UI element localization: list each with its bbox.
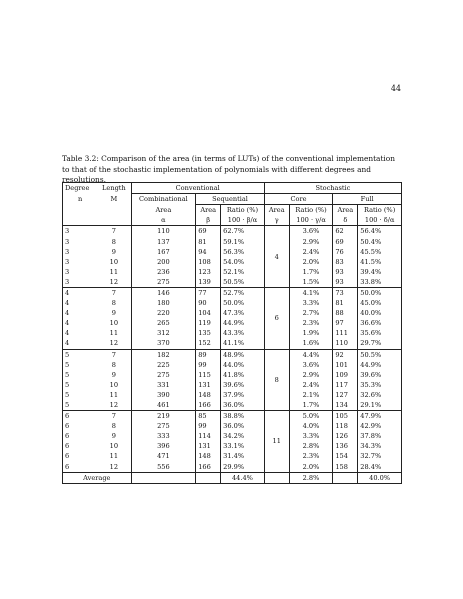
- header-core: Core: [264, 194, 333, 205]
- cell-seq-area: 99: [196, 360, 221, 370]
- cell-comb-area: 390: [131, 390, 196, 400]
- cell-comb-area: 333: [131, 431, 196, 441]
- page-number: 44: [390, 84, 401, 93]
- header-m: M: [97, 194, 131, 205]
- table-header: [63, 183, 402, 226]
- table-row: [63, 370, 402, 380]
- cell-core-ratio: 4.1%: [289, 287, 333, 298]
- cell-seq-ratio: 50.5%: [221, 277, 265, 288]
- cell-core-ratio: 2.9%: [289, 370, 333, 380]
- cell-length-m: 10: [97, 318, 131, 328]
- cell-seq-ratio: 39.6%: [221, 380, 265, 390]
- results-table: [62, 182, 402, 484]
- cell-full-ratio: 33.8%: [360, 277, 382, 286]
- cell-degree-n: 4: [65, 309, 70, 318]
- header-alpha: α: [131, 215, 196, 226]
- cell-degree-n: 6: [65, 442, 70, 451]
- cell-full-area: 126: [333, 431, 358, 441]
- cell-full-ratio: 29.7%: [360, 339, 382, 348]
- cell-seq-area: 104: [196, 308, 221, 318]
- cell-comb-area: 180: [131, 298, 196, 308]
- cell-length-m: 9: [97, 308, 131, 318]
- cell-core-ratio: 2.8%: [289, 441, 333, 451]
- cell-core-ratio: 1.5%: [289, 277, 333, 288]
- header-conventional: Conventional: [131, 183, 264, 194]
- cell-comb-area: 182: [131, 349, 196, 360]
- average-label: Average: [63, 472, 132, 483]
- cell-seq-ratio: 36.0%: [221, 421, 265, 431]
- cell-degree-n: 5: [65, 360, 70, 369]
- cell-core-ratio: 3.6%: [289, 226, 333, 237]
- cell-length-m: 9: [97, 370, 131, 380]
- cell-degree-n: 4: [65, 288, 70, 297]
- cell-core-ratio: 1.6%: [289, 338, 333, 349]
- cell-full-area: 76: [333, 247, 358, 257]
- cell-core-ratio: 3.3%: [289, 298, 333, 308]
- cell-comb-area: 225: [131, 360, 196, 370]
- average-core-ratio: 2.8%: [289, 472, 333, 483]
- cell-full-ratio: 56.4%: [360, 227, 382, 236]
- cell-full-ratio: 39.4%: [360, 267, 382, 276]
- header-combinational: Combinational: [131, 194, 196, 205]
- cell-comb-area: 167: [131, 247, 196, 257]
- cell-full-ratio: 35.6%: [360, 329, 382, 338]
- cell-core-ratio: 3.6%: [289, 360, 333, 370]
- cell-core-ratio: 2.0%: [289, 257, 333, 267]
- header-full: Full: [333, 194, 402, 205]
- cell-seq-area: 123: [196, 267, 221, 277]
- cell-comb-area: 219: [131, 411, 196, 422]
- header-seq-area: Area: [196, 205, 221, 216]
- cell-seq-ratio: 56.3%: [221, 247, 265, 257]
- cell-full-area: 109: [333, 370, 358, 380]
- cell-comb-area: 396: [131, 441, 196, 451]
- cell-degree-n: 4: [65, 319, 70, 328]
- cell-comb-area: 146: [131, 287, 196, 298]
- cell-full-area: 110: [333, 338, 358, 349]
- header-length: Length: [97, 183, 131, 194]
- cell-seq-ratio: 41.1%: [221, 338, 265, 349]
- header-row-3: [63, 205, 402, 216]
- header-row-2: [63, 194, 402, 205]
- header-full-ratio: Ratio (%): [358, 205, 402, 216]
- cell-seq-area: 135: [196, 328, 221, 338]
- cell-seq-ratio: 50.0%: [221, 298, 265, 308]
- cell-length-m: 10: [97, 380, 131, 390]
- cell-seq-area: 114: [196, 431, 221, 441]
- cell-length-m: 7: [97, 226, 131, 237]
- cell-seq-ratio: 52.7%: [221, 287, 265, 298]
- cell-core-ratio: 1.7%: [289, 267, 333, 277]
- table-footer: [63, 472, 402, 483]
- table-row: [63, 441, 402, 451]
- table-row: [63, 462, 402, 473]
- table-row: [63, 400, 402, 411]
- table-row: [63, 380, 402, 390]
- cell-comb-area: 110: [131, 226, 196, 237]
- cell-seq-ratio: 41.8%: [221, 370, 265, 380]
- cell-comb-area: 137: [131, 236, 196, 246]
- table-row: [63, 277, 402, 288]
- cell-degree-n: 4: [65, 299, 70, 308]
- cell-comb-area: 471: [131, 451, 196, 461]
- cell-full-area: 158: [333, 462, 358, 473]
- cell-core-ratio: 2.0%: [289, 462, 333, 473]
- header-stochastic: Stochastic: [315, 184, 351, 193]
- cell-seq-ratio: 31.4%: [221, 451, 265, 461]
- cell-core-ratio: 2.4%: [289, 247, 333, 257]
- cell-seq-ratio: 47.3%: [221, 308, 265, 318]
- cell-full-ratio: 34.3%: [360, 442, 382, 451]
- cell-seq-ratio: 48.9%: [221, 349, 265, 360]
- header-core-area: Area: [264, 205, 289, 216]
- header-blank: [63, 215, 98, 226]
- cell-seq-ratio: 43.3%: [221, 328, 265, 338]
- table-row: [63, 328, 402, 338]
- results-table-container: [62, 182, 402, 484]
- cell-full-ratio: 39.6%: [360, 370, 382, 379]
- cell-core-ratio: 4.0%: [289, 421, 333, 431]
- cell-seq-ratio: 29.9%: [221, 462, 265, 473]
- cell-core-ratio: 1.7%: [289, 400, 333, 411]
- cell-core-ratio: 2.3%: [289, 451, 333, 461]
- average-row: [63, 472, 402, 483]
- cell-seq-ratio: 59.1%: [221, 236, 265, 246]
- cell-length-m: 12: [97, 400, 131, 411]
- header-n: n: [77, 195, 83, 204]
- cell-seq-ratio: 38.8%: [221, 411, 265, 422]
- cell-length-m: 8: [97, 236, 131, 246]
- cell-comb-area: 370: [131, 338, 196, 349]
- cell-length-m: 8: [97, 360, 131, 370]
- cell-full-ratio: 37.8%: [360, 432, 382, 441]
- cell-full-area: 83: [333, 257, 358, 267]
- table-row: [63, 451, 402, 461]
- cell-length-m: 7: [97, 411, 131, 422]
- cell-full-ratio: 36.6%: [360, 319, 382, 328]
- cell-comb-area: 275: [131, 370, 196, 380]
- table-row: [63, 318, 402, 328]
- cell-comb-area: 461: [131, 400, 196, 411]
- cell-full-area: 62: [333, 226, 358, 237]
- cell-length-m: 7: [97, 349, 131, 360]
- table-row: [63, 298, 402, 308]
- cell-full-area: 134: [333, 400, 358, 411]
- header-beta: β: [196, 215, 221, 226]
- cell-length-m: 8: [97, 421, 131, 431]
- cell-degree-n: 6: [65, 412, 70, 421]
- cell-full-area: 97: [333, 318, 358, 328]
- header-comb-area: Area: [131, 205, 196, 216]
- cell-full-area: 154: [333, 451, 358, 461]
- cell-full-area: 101: [333, 360, 358, 370]
- cell-degree-n: 6: [65, 462, 70, 471]
- cell-seq-area: 77: [196, 287, 221, 298]
- cell-full-area: 118: [333, 421, 358, 431]
- cell-seq-ratio: 62.7%: [221, 226, 265, 237]
- cell-full-ratio: 32.6%: [360, 390, 382, 399]
- cell-degree-n: 3: [65, 267, 70, 276]
- cell-seq-area: 99: [196, 421, 221, 431]
- average-blank: [131, 472, 196, 483]
- cell-core-area: 11: [264, 411, 289, 473]
- cell-full-area: 111: [333, 328, 358, 338]
- header-degree: Degree: [65, 184, 90, 193]
- table-caption: Table 3.2: Comparison of the area (in terms of LUTs) of the conventional implementation to that of the stochastic implementation of polynomials with different degrees and resolutions.: [62, 154, 395, 185]
- cell-degree-n: 5: [65, 390, 70, 399]
- cell-degree-n: 5: [65, 370, 70, 379]
- cell-comb-area: 220: [131, 308, 196, 318]
- cell-full-ratio: 28.4%: [360, 462, 382, 471]
- average-blank: [333, 472, 358, 483]
- cell-full-ratio: 42.9%: [360, 422, 382, 431]
- cell-full-area: 136: [333, 441, 358, 451]
- cell-length-m: 11: [97, 451, 131, 461]
- cell-degree-n: 5: [65, 401, 70, 410]
- header-full-area: Area: [333, 205, 358, 216]
- table-row: [63, 411, 402, 422]
- table-row: [63, 236, 402, 246]
- cell-core-ratio: 2.1%: [289, 390, 333, 400]
- cell-seq-area: 131: [196, 441, 221, 451]
- table-body: [63, 226, 402, 472]
- cell-core-area: 6: [264, 287, 289, 349]
- cell-full-ratio: 50.0%: [360, 288, 382, 297]
- cell-length-m: 11: [97, 267, 131, 277]
- table-row: [63, 421, 402, 431]
- header-blank: [97, 215, 131, 226]
- table-row: [63, 390, 402, 400]
- cell-core-ratio: 4.4%: [289, 349, 333, 360]
- cell-seq-area: 81: [196, 236, 221, 246]
- cell-full-area: 92: [333, 349, 358, 360]
- cell-seq-ratio: 52.1%: [221, 267, 265, 277]
- cell-length-m: 8: [97, 298, 131, 308]
- cell-full-ratio: 44.9%: [360, 360, 382, 369]
- cell-length-m: 10: [97, 441, 131, 451]
- cell-comb-area: 200: [131, 257, 196, 267]
- cell-full-area: 127: [333, 390, 358, 400]
- table-row: [63, 226, 402, 237]
- cell-length-m: 12: [97, 462, 131, 473]
- cell-length-m: 7: [97, 287, 131, 298]
- cell-core-area: 8: [264, 349, 289, 411]
- cell-seq-area: 131: [196, 380, 221, 390]
- cell-core-ratio: 3.3%: [289, 431, 333, 441]
- cell-core-ratio: 1.9%: [289, 328, 333, 338]
- cell-full-area: 93: [333, 277, 358, 288]
- cell-full-area: 93: [333, 267, 358, 277]
- header-core-ratio: Ratio (%): [289, 205, 333, 216]
- cell-core-ratio: 2.4%: [289, 380, 333, 390]
- table-row: [63, 338, 402, 349]
- cell-seq-ratio: 44.0%: [221, 360, 265, 370]
- cell-comb-area: 236: [131, 267, 196, 277]
- cell-length-m: 11: [97, 390, 131, 400]
- average-blank: [264, 472, 289, 483]
- header-beta-ratio: 100 · β/α: [221, 215, 265, 226]
- cell-full-ratio: 29.1%: [360, 401, 382, 410]
- cell-comb-area: 556: [131, 462, 196, 473]
- cell-degree-n: 5: [65, 350, 70, 359]
- table-row: [63, 287, 402, 298]
- cell-degree-n: 4: [65, 329, 70, 338]
- cell-full-ratio: 40.0%: [360, 309, 382, 318]
- cell-seq-ratio: 36.0%: [221, 400, 265, 411]
- cell-comb-area: 275: [131, 277, 196, 288]
- cell-degree-n: 5: [65, 380, 70, 389]
- cell-comb-area: 312: [131, 328, 196, 338]
- cell-full-ratio: 45.5%: [360, 247, 382, 256]
- header-gamma-ratio: 100 · γ/α: [289, 215, 333, 226]
- cell-seq-ratio: 44.9%: [221, 318, 265, 328]
- cell-core-ratio: 2.9%: [289, 236, 333, 246]
- cell-seq-ratio: 54.0%: [221, 257, 265, 267]
- cell-seq-ratio: 33.1%: [221, 441, 265, 451]
- cell-seq-area: 139: [196, 277, 221, 288]
- average-full-ratio: 40.0%: [369, 473, 391, 482]
- table-row: [63, 247, 402, 257]
- cell-full-area: 69: [333, 236, 358, 246]
- table-row: [63, 349, 402, 360]
- cell-comb-area: 331: [131, 380, 196, 390]
- cell-full-ratio: 45.0%: [360, 299, 382, 308]
- cell-seq-area: 90: [196, 298, 221, 308]
- cell-length-m: 11: [97, 328, 131, 338]
- cell-seq-area: 152: [196, 338, 221, 349]
- cell-comb-area: 275: [131, 421, 196, 431]
- cell-full-ratio: 47.9%: [360, 412, 382, 421]
- cell-seq-area: 108: [196, 257, 221, 267]
- cell-full-ratio: 50.4%: [360, 237, 382, 246]
- cell-seq-ratio: 34.2%: [221, 431, 265, 441]
- cell-degree-n: 6: [65, 422, 70, 431]
- cell-degree-n: 3: [65, 237, 70, 246]
- cell-full-ratio: 32.7%: [360, 452, 382, 461]
- average-seq-ratio: 44.4%: [221, 472, 265, 483]
- average-blank: [196, 472, 221, 483]
- cell-full-area: 73: [333, 287, 358, 298]
- cell-full-ratio: 35.3%: [360, 380, 382, 389]
- cell-seq-area: 69: [196, 226, 221, 237]
- header-row-4: [63, 215, 402, 226]
- cell-seq-ratio: 37.9%: [221, 390, 265, 400]
- cell-seq-area: 148: [196, 451, 221, 461]
- cell-full-area: 81: [333, 298, 358, 308]
- cell-seq-area: 166: [196, 400, 221, 411]
- table-row: [63, 257, 402, 267]
- table-row: [63, 267, 402, 277]
- cell-full-ratio: 50.5%: [360, 350, 382, 359]
- cell-seq-area: 148: [196, 390, 221, 400]
- cell-degree-n: 4: [65, 339, 70, 348]
- cell-full-area: 88: [333, 308, 358, 318]
- cell-seq-area: 166: [196, 462, 221, 473]
- header-blank: [97, 205, 131, 216]
- cell-seq-area: 85: [196, 411, 221, 422]
- header-row-1: [63, 183, 402, 194]
- cell-core-ratio: 5.0%: [289, 411, 333, 422]
- header-delta: δ: [333, 215, 358, 226]
- cell-seq-area: 89: [196, 349, 221, 360]
- cell-length-m: 9: [97, 431, 131, 441]
- cell-length-m: 9: [97, 247, 131, 257]
- cell-full-ratio: 41.5%: [360, 257, 382, 266]
- cell-core-ratio: 2.3%: [289, 318, 333, 328]
- cell-seq-area: 119: [196, 318, 221, 328]
- table-row: [63, 431, 402, 441]
- cell-full-area: 117: [333, 380, 358, 390]
- header-gamma: γ: [264, 215, 289, 226]
- cell-degree-n: 6: [65, 452, 70, 461]
- header-sequential: Sequential: [196, 194, 265, 205]
- cell-core-area: 4: [264, 226, 289, 288]
- cell-degree-n: 3: [65, 227, 70, 236]
- cell-length-m: 12: [97, 277, 131, 288]
- header-blank: [63, 205, 98, 216]
- cell-degree-n: 6: [65, 432, 70, 441]
- cell-seq-area: 115: [196, 370, 221, 380]
- cell-length-m: 12: [97, 338, 131, 349]
- header-seq-ratio: Ratio (%): [221, 205, 265, 216]
- cell-seq-area: 94: [196, 247, 221, 257]
- header-delta-ratio: 100 · δ/α: [364, 216, 395, 225]
- cell-degree-n: 3: [65, 277, 70, 286]
- cell-degree-n: 3: [65, 247, 70, 256]
- cell-comb-area: 265: [131, 318, 196, 328]
- cell-degree-n: 3: [65, 257, 70, 266]
- cell-full-area: 105: [333, 411, 358, 422]
- table-row: [63, 308, 402, 318]
- table-row: [63, 360, 402, 370]
- cell-length-m: 10: [97, 257, 131, 267]
- cell-core-ratio: 2.7%: [289, 308, 333, 318]
